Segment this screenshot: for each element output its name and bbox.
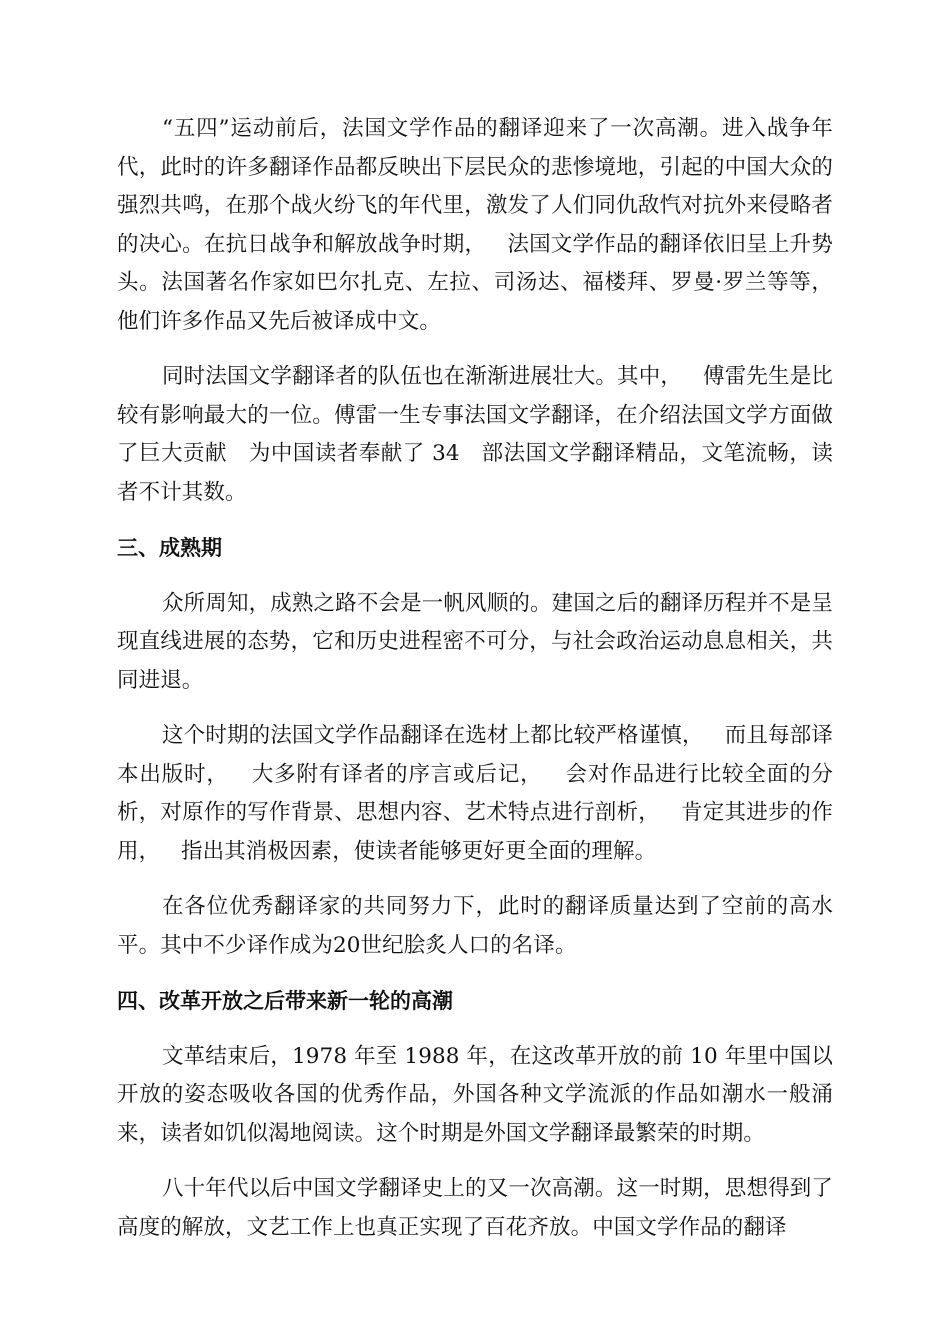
paragraph-post-founding: 众所周知，成熟之路不会是一帆风顺的。建国之后的翻译历程并不是呈现直线进展的态势，它和历史进程密不可分，与社会政治运动息息相关，共同进退。 [117,590,833,693]
paragraph-wusi-translation-wave: “五四”运动前后，法国文学作品的翻译迎来了一次高潮。进入战争年代，此时的许多翻译作品都反映出下层民众的悲惨境地，引起的中国大众的强烈共鸣，在那个战火纷飞的年代里，激发了人们同仇敌忾对抗外来侵略者的决心。在抗日战争和解放战争时期， 法国文学作品的翻译依旧呈上升势头。法国著名作家如巴尔扎克、左拉、司汤达、福楼拜、罗曼·罗兰等等， 他们许多作品又先后被译成中文。 [117,116,854,334]
paragraph-eighties-wave: 八十年代以后中国文学翻译史上的又一次高潮。这一时期，思想得到了高度的解放，文艺工作上也真正实现了百花齐放。中国文学作品的翻译 [117,1176,833,1240]
paragraph-fu-lei: 同时法国文学翻译者的队伍也在渐渐进展壮大。其中， 傅雷先生是比较有影响最大的一位。傅雷一生专事法国文学翻译，在介绍法国文学方面做了巨大贡献 为中国读者奉献了 34 部法国文学翻译精品，文笔流畅，读者不计其数。 [117,364,833,505]
section-heading-reform-era: 四、改革开放之后带来新一轮的高潮 [117,989,453,1013]
paragraph-translation-quality: 在各位优秀翻译家的共同努力下，此时的翻译质量达到了空前的高水平。其中不少译作成为20世纪脍炙人口的名译。 [117,894,833,958]
paragraph-post-cultural-revolution: 文革结束后，1978 年至 1988 年，在这改革开放的前 10 年里中国以开放的姿态吸收各国的优秀作品，外国各种文学流派的作品如潮水一般涌来，读者如饥似渴地阅读。这个时期是外国文学翻译最繁荣的时期。 [117,1043,833,1146]
section-heading-mature-period: 三、成熟期 [117,536,222,560]
paragraph-selection-prudence: 这个时期的法国文学作品翻译在选材上都比较严格谨慎， 而且每部译本出版时， 大多附有译者的序言或后记， 会对作品进行比较全面的分析，对原作的写作背景、思想内容、艺术特点进行剖析， 肯定其进步的作用， 指出其消极因素，使读者能够更好更全面的理解。 [117,723,833,864]
document-page [117,110,854,1264]
